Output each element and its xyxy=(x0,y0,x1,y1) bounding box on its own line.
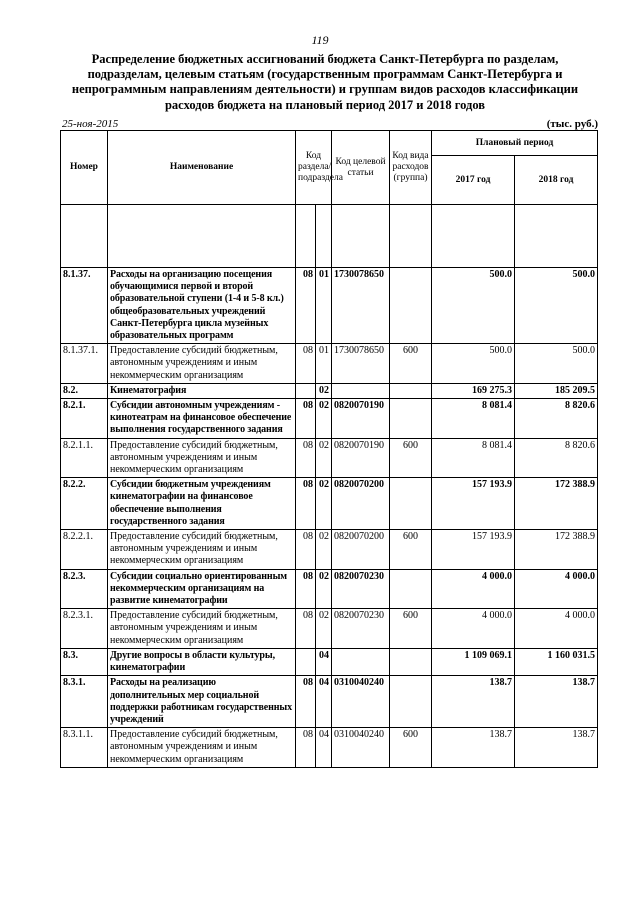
row-name: Субсидии автономным учреждениям - кинотеатрам на финансовое обеспечение выполнения государственного задания xyxy=(108,399,296,439)
row-section-code: 08 xyxy=(296,438,316,478)
row-value-2018: 172 388.9 xyxy=(515,530,598,570)
budget-table xyxy=(60,130,598,768)
document-title: Распределение бюджетных ассигнований бюджета Санкт-Петербурга по разделам, подразделам, целевым статьям (государственным программам Санкт-Петербурга и непрограммным направлениям деятельности) и группам видов расходов классификации расходов бюджета на плановый период 2017 и 2018 годов xyxy=(71,52,579,112)
row-value-2017: 157 193.9 xyxy=(432,478,515,530)
table-row xyxy=(61,676,598,728)
row-subsection-code: 01 xyxy=(316,344,332,384)
row-section-code xyxy=(296,648,316,675)
row-subsection-code: 02 xyxy=(316,478,332,530)
row-section-code: 08 xyxy=(296,399,316,439)
document-date: 25-ноя-2015 xyxy=(62,118,119,130)
row-value-2017: 500.0 xyxy=(432,268,515,344)
row-value-2017: 138.7 xyxy=(432,728,515,768)
row-section-code: 08 xyxy=(296,268,316,344)
row-value-2017: 1 109 069.1 xyxy=(432,648,515,675)
row-number: 8.2. xyxy=(61,383,108,398)
row-number: 8.2.3.1. xyxy=(61,609,108,649)
header-period: Плановый период xyxy=(432,131,598,156)
row-section-code: 08 xyxy=(296,569,316,609)
row-target-code xyxy=(332,648,390,675)
row-section-code xyxy=(296,383,316,398)
row-kind-code xyxy=(390,383,432,398)
row-subsection-code: 02 xyxy=(316,530,332,570)
row-subsection-code: 02 xyxy=(316,569,332,609)
row-target-code: 0820070200 xyxy=(332,478,390,530)
row-name: Предоставление субсидий бюджетным, автономным учреждениям и иным некоммерческим организациям xyxy=(108,530,296,570)
row-number: 8.2.1. xyxy=(61,399,108,439)
row-value-2017: 157 193.9 xyxy=(432,530,515,570)
row-value-2017: 169 275.3 xyxy=(432,383,515,398)
table-row xyxy=(61,728,598,768)
row-name: Субсидии социально ориентированным некоммерческим организациям на развитие кинематографии xyxy=(108,569,296,609)
row-value-2018: 500.0 xyxy=(515,344,598,384)
row-subsection-code: 01 xyxy=(316,268,332,344)
row-value-2018: 185 209.5 xyxy=(515,383,598,398)
row-number: 8.3. xyxy=(61,648,108,675)
row-number: 8.2.2.1. xyxy=(61,530,108,570)
row-name: Предоставление субсидий бюджетным, автономным учреждениям и иным некоммерческим организациям xyxy=(108,438,296,478)
row-number: 8.1.37. xyxy=(61,268,108,344)
row-name: Субсидии бюджетным учреждениям кинематографии на финансовое обеспечение выполнения государственного задания xyxy=(108,478,296,530)
header-section: Код раздела/ подраздела xyxy=(296,131,332,205)
row-value-2018: 172 388.9 xyxy=(515,478,598,530)
row-target-code: 0820070200 xyxy=(332,530,390,570)
row-kind-code xyxy=(390,399,432,439)
row-value-2017: 4 000.0 xyxy=(432,569,515,609)
table-row xyxy=(61,530,598,570)
row-value-2017: 4 000.0 xyxy=(432,609,515,649)
row-value-2018: 4 000.0 xyxy=(515,609,598,649)
row-name: Предоставление субсидий бюджетным, автономным учреждениям и иным некоммерческим организациям xyxy=(108,344,296,384)
row-value-2017: 8 081.4 xyxy=(432,438,515,478)
row-kind-code: 600 xyxy=(390,438,432,478)
table-row xyxy=(61,268,598,344)
row-kind-code: 600 xyxy=(390,728,432,768)
header-kind: Код вида расходов (группа) xyxy=(390,131,432,205)
row-value-2017: 138.7 xyxy=(432,676,515,728)
header-number: Номер xyxy=(61,131,108,205)
row-value-2018: 4 000.0 xyxy=(515,569,598,609)
row-kind-code xyxy=(390,648,432,675)
row-kind-code: 600 xyxy=(390,344,432,384)
row-subsection-code: 02 xyxy=(316,438,332,478)
row-name: Предоставление субсидий бюджетным, автономным учреждениям и иным некоммерческим организациям xyxy=(108,728,296,768)
header-target: Код целевой статьи xyxy=(332,131,390,205)
row-subsection-code: 02 xyxy=(316,609,332,649)
row-kind-code xyxy=(390,569,432,609)
row-name: Предоставление субсидий бюджетным, автономным учреждениям и иным некоммерческим организациям xyxy=(108,609,296,649)
row-kind-code xyxy=(390,478,432,530)
row-target-code: 0820070190 xyxy=(332,438,390,478)
row-number: 8.3.1.1. xyxy=(61,728,108,768)
row-subsection-code: 02 xyxy=(316,383,332,398)
row-number: 8.3.1. xyxy=(61,676,108,728)
row-section-code: 08 xyxy=(296,344,316,384)
header-name: Наименование xyxy=(108,131,296,205)
row-value-2018: 8 820.6 xyxy=(515,399,598,439)
row-name: Расходы на организацию посещения обучающимися первой и второй образовательной ступени (1-4 и 5-8 кл.) общеобразовательных учреждений Санкт-Петербурга цикла музейных образовательных программ xyxy=(108,268,296,344)
table-row xyxy=(61,438,598,478)
row-number: 8.2.3. xyxy=(61,569,108,609)
row-subsection-code: 02 xyxy=(316,399,332,439)
table-row xyxy=(61,569,598,609)
row-kind-code xyxy=(390,676,432,728)
row-value-2017: 500.0 xyxy=(432,344,515,384)
row-target-code: 0820070190 xyxy=(332,399,390,439)
table-row xyxy=(61,344,598,384)
row-number: 8.2.1.1. xyxy=(61,438,108,478)
row-section-code: 08 xyxy=(296,609,316,649)
header-spacer xyxy=(61,205,598,268)
row-subsection-code: 04 xyxy=(316,728,332,768)
row-subsection-code: 04 xyxy=(316,648,332,675)
row-section-code: 08 xyxy=(296,478,316,530)
row-value-2018: 500.0 xyxy=(515,268,598,344)
row-value-2018: 8 820.6 xyxy=(515,438,598,478)
row-name: Другие вопросы в области культуры, кинематографии xyxy=(108,648,296,675)
row-subsection-code: 04 xyxy=(316,676,332,728)
row-name: Кинематография xyxy=(108,383,296,398)
row-kind-code: 600 xyxy=(390,609,432,649)
row-section-code: 08 xyxy=(296,530,316,570)
table-body xyxy=(61,268,598,768)
row-target-code: 0820070230 xyxy=(332,609,390,649)
row-number: 8.2.2. xyxy=(61,478,108,530)
row-section-code: 08 xyxy=(296,728,316,768)
table-row xyxy=(61,383,598,398)
units-label: (тыс. руб.) xyxy=(546,118,598,130)
row-target-code: 0820070230 xyxy=(332,569,390,609)
row-value-2017: 8 081.4 xyxy=(432,399,515,439)
row-name: Расходы на реализацию дополнительных мер социальной поддержки работникам государственных учреждений xyxy=(108,676,296,728)
page-number: 119 xyxy=(311,33,329,47)
table-row xyxy=(61,478,598,530)
row-target-code: 0310040240 xyxy=(332,728,390,768)
row-number: 8.1.37.1. xyxy=(61,344,108,384)
row-target-code: 1730078650 xyxy=(332,344,390,384)
table-row xyxy=(61,399,598,439)
header-2017: 2017 год xyxy=(432,156,515,205)
row-target-code: 0310040240 xyxy=(332,676,390,728)
row-value-2018: 138.7 xyxy=(515,728,598,768)
row-target-code: 1730078650 xyxy=(332,268,390,344)
row-kind-code: 600 xyxy=(390,530,432,570)
row-value-2018: 138.7 xyxy=(515,676,598,728)
header-2018: 2018 год xyxy=(515,156,598,205)
table-row xyxy=(61,609,598,649)
row-target-code xyxy=(332,383,390,398)
table-row xyxy=(61,648,598,675)
row-kind-code xyxy=(390,268,432,344)
row-section-code: 08 xyxy=(296,676,316,728)
row-value-2018: 1 160 031.5 xyxy=(515,648,598,675)
